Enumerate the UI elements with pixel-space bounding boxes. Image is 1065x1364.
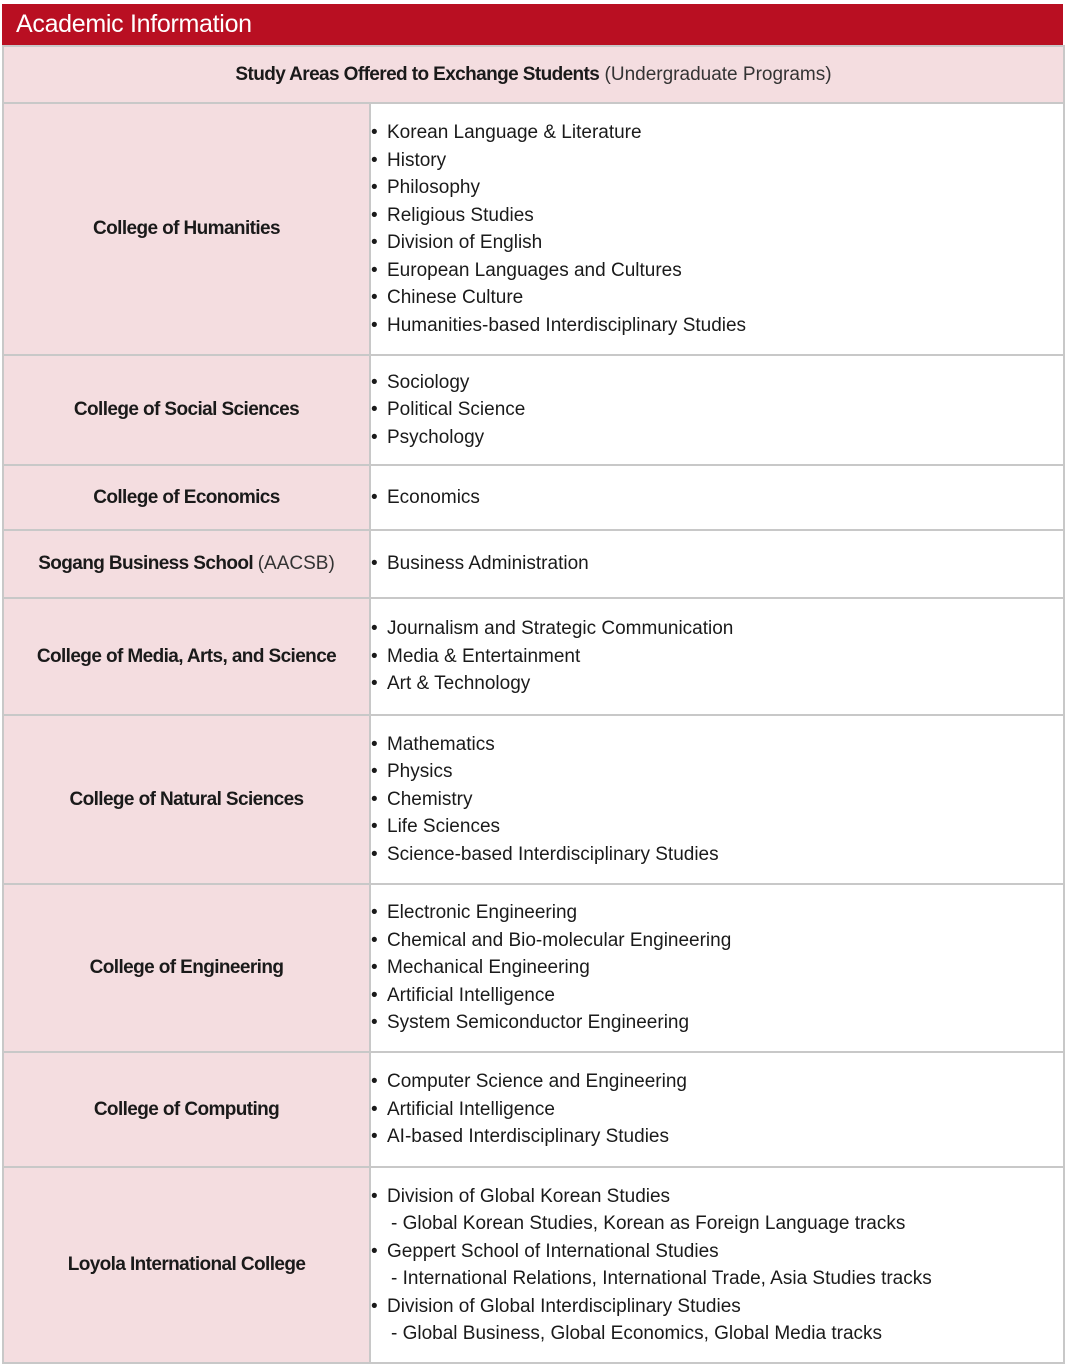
program-list <box>371 484 1063 512</box>
program-item: • Physics <box>371 758 1063 786</box>
program-item: • Korean Language & Literature <box>371 119 1063 147</box>
program-item: • AI-based Interdisciplinary Studies <box>371 1123 1063 1151</box>
table-title-row <box>3 46 1064 103</box>
college-name: College of Social Sciences <box>3 355 370 465</box>
program-list-cell <box>370 1052 1064 1167</box>
program-item: • Journalism and Strategic Communication <box>371 615 1063 643</box>
program-item: • Psychology <box>371 424 1063 452</box>
program-item: • Electronic Engineering <box>371 899 1063 927</box>
program-item: • Political Science <box>371 396 1063 424</box>
program-list <box>371 1183 1063 1348</box>
table-title <box>3 46 1064 103</box>
table-row <box>3 530 1064 598</box>
table-row <box>3 884 1064 1052</box>
college-name: Sogang Business School (AACSB) <box>3 530 370 598</box>
table-row <box>3 598 1064 715</box>
college-name: College of Humanities <box>3 103 370 355</box>
section-header <box>2 4 1063 45</box>
program-list <box>371 369 1063 452</box>
program-item: • History <box>371 147 1063 175</box>
program-item: • Science-based Interdisciplinary Studies <box>371 841 1063 869</box>
track-item: - Global Business, Global Economics, Global Media tracks <box>391 1323 883 1344</box>
program-list-cell <box>370 355 1064 465</box>
college-name: College of Engineering <box>3 884 370 1052</box>
program-item: • Geppert School of International Studies <box>371 1238 1063 1266</box>
college-name: College of Economics <box>3 465 370 530</box>
program-item: • Division of Global Korean Studies <box>371 1183 1063 1211</box>
program-item: • Computer Science and Engineering <box>371 1068 1063 1096</box>
program-item: • Art & Technology <box>371 670 1063 698</box>
program-item: • System Semiconductor Engineering <box>371 1009 1063 1037</box>
program-list <box>371 550 1063 578</box>
program-list <box>371 731 1063 869</box>
program-list <box>371 119 1063 339</box>
program-item: • Mechanical Engineering <box>371 954 1063 982</box>
program-item: • Philosophy <box>371 174 1063 202</box>
program-list-cell <box>370 598 1064 715</box>
program-list-cell <box>370 715 1064 884</box>
college-name: Loyola International College <box>3 1167 370 1363</box>
table-row <box>3 1052 1064 1167</box>
program-item: • Artificial Intelligence <box>371 1096 1063 1124</box>
program-item: • Religious Studies <box>371 202 1063 230</box>
accreditation-label: (AACSB) <box>257 553 335 574</box>
track-item: - Global Korean Studies, Korean as Foreign Language tracks <box>391 1213 906 1234</box>
program-item: • Economics <box>371 484 1063 512</box>
program-item: • Media & Entertainment <box>371 643 1063 671</box>
program-item: • Chemistry <box>371 786 1063 814</box>
program-list-cell <box>370 103 1064 355</box>
program-item: • Artificial Intelligence <box>371 982 1063 1010</box>
table-row <box>3 103 1064 355</box>
program-item: • Mathematics <box>371 731 1063 759</box>
program-item: • Chinese Culture <box>371 284 1063 312</box>
program-item: • Sociology <box>371 369 1063 397</box>
program-list-cell <box>370 884 1064 1052</box>
program-list-cell <box>370 530 1064 598</box>
program-list-cell <box>370 465 1064 530</box>
college-name: College of Media, Arts, and Science <box>3 598 370 715</box>
program-item: • Humanities-based Interdisciplinary Studies <box>371 312 1063 340</box>
program-list <box>371 615 1063 698</box>
college-name: College of Natural Sciences <box>3 715 370 884</box>
program-list <box>371 899 1063 1037</box>
program-list-cell <box>370 1167 1064 1363</box>
table-row <box>3 1167 1064 1363</box>
study-areas-table <box>2 45 1065 1364</box>
table-title-main: Study Areas Offered to Exchange Students <box>235 63 600 85</box>
program-item: • Division of English <box>371 229 1063 257</box>
table-row <box>3 715 1064 884</box>
program-item: • Division of Global Interdisciplinary Studies <box>371 1293 1063 1321</box>
section-title: Academic Information <box>16 10 252 38</box>
program-item: • Chemical and Bio-molecular Engineering <box>371 927 1063 955</box>
program-item: • European Languages and Cultures <box>371 257 1063 285</box>
college-name: College of Computing <box>3 1052 370 1167</box>
table-title-sub: (Undergraduate Programs) <box>604 63 832 85</box>
table-row <box>3 465 1064 530</box>
program-list <box>371 1068 1063 1151</box>
program-item: • Business Administration <box>371 550 1063 578</box>
track-item: - International Relations, International Trade, Asia Studies tracks <box>391 1268 932 1289</box>
program-item: • Life Sciences <box>371 813 1063 841</box>
table-row <box>3 355 1064 465</box>
